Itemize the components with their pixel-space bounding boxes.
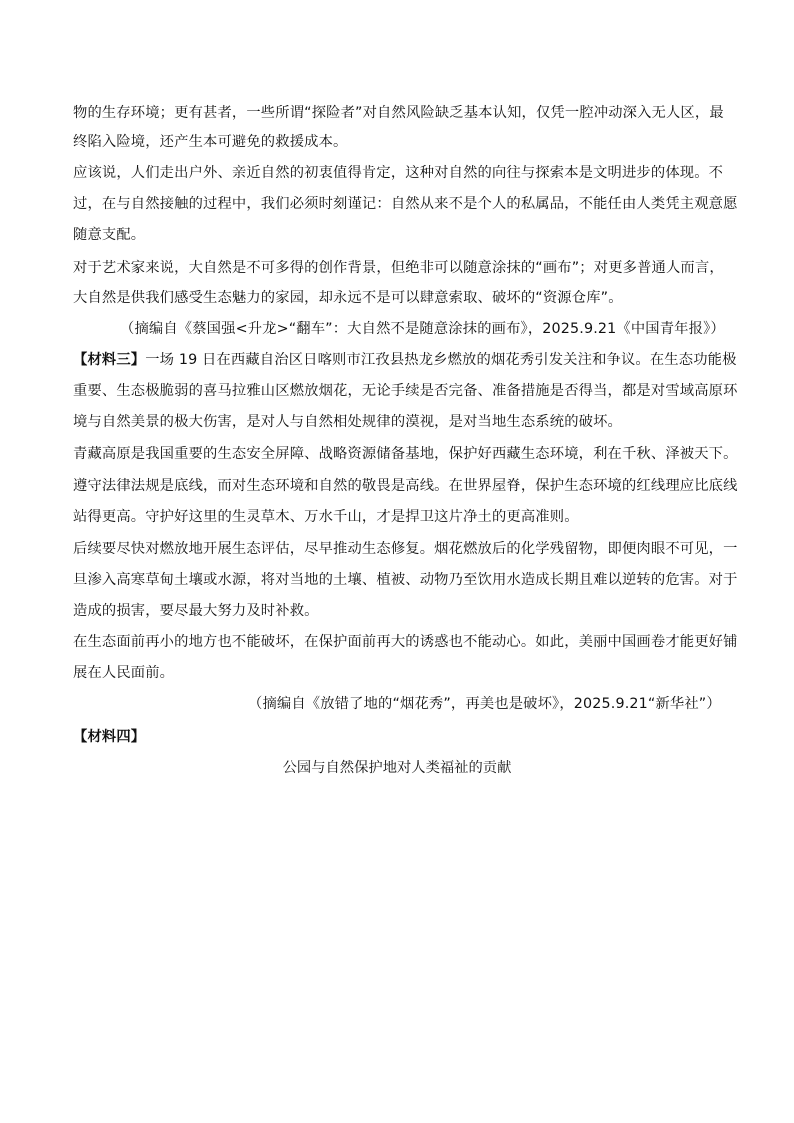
paragraph-3-line-2: 大自然是供我们感受生态魅力的家园，却永远不是可以肆意索取、破坏的“资源仓库”。 [73,290,623,306]
paragraph-3-line-1: 对于艺术家来说，大自然是不可多得的创作背景，但绝非可以随意涂抹的“画布”；对更多普通人而言， [73,260,724,276]
figure-title: 公园与自然保护地对人类福祉的贡献 [282,760,512,776]
material-3-line-1 [73,350,737,370]
paragraph-5-line-1: 青藏高原是我国重要的生态安全屏障、战略资源储备基地，保护好西藏生态环境，利在千秋、泽被天下。 [73,446,738,462]
paragraph-1-line-1: 物的生存环境；更有甚者，一些所谓“探险者”对自然风险缺乏基本认知，仅凭一腔冲动深入无人区，最 [73,105,724,121]
paragraph-6-line-2: 站得更高。守护好这里的生灵草木、万水千山，才是捍卫这片净土的更高准则。 [73,509,579,525]
paragraph-7-line-2: 旦渗入高寒草甸土壤或水源，将对当地的土壤、植被、动物乃至饮用水造成长期且难以逆转的危害。对于 [73,572,738,588]
source-citation-2: （摘编自《蔡国强<升龙>“翻车”：大自然不是随意涂抹的画布》，2025.9.21《中国青年报》） [120,321,725,337]
paragraph-7-line-1: 后续要尽快对燃放地开展生态评估，尽早推动生态修复。烟花燃放后的化学残留物，即便肉眼不可见，一 [73,541,738,557]
paragraph-2-line-1: 应该说，人们走出户外、亲近自然的初衷值得肯定，这种对自然的向往与探索本是文明进步的体现。不 [73,165,724,181]
source-citation-3: （摘编自《放错了地的“烟花秀”，再美也是破坏》，2025.9.21“新华社”） [248,696,721,712]
paragraph-8-line-2: 展在人民面前。 [73,665,175,681]
material-3-label: 【材料三】 [73,352,146,368]
paragraph-6-line-1: 遵守法律法规是底线，而对生态环境和自然的敬畏是高线。在世界屋脊，保护生态环境的红线理应比底线 [73,478,738,494]
material-3-line-3: 境与自然美景的极大伤害，是对人与自然相处规律的漠视，是对当地生态系统的破坏。 [73,414,622,430]
material-3-line-1-text: 一场 19 日在西藏自治区日喀则市江孜县热龙乡燃放的烟花秀引发关注和争议。在生态功能极 [145,352,737,368]
paragraph-2-line-2: 过，在与自然接触的过程中，我们必须时刻谨记：自然从来不是个人的私属品，不能任由人类凭主观意愿 [73,196,738,212]
material-4-label: 【材料四】 [73,729,146,745]
paragraph-8-line-1: 在生态面前再小的地方也不能破坏，在保护面前再大的诱惑也不能动心。如此，美丽中国画卷才能更好铺 [73,634,738,650]
paragraph-7-line-3: 造成的损害，要尽最大努力及时补救。 [73,603,319,619]
paragraph-1-line-2: 终陷入险境，还产生本可避免的救援成本。 [73,134,348,150]
material-3-line-2: 重要、生态极脆弱的喜马拉雅山区燃放烟花，无论手续是否完备、准备措施是否得当，都是对雪域高原环 [73,383,738,399]
paragraph-2-line-3: 随意支配。 [73,227,146,243]
